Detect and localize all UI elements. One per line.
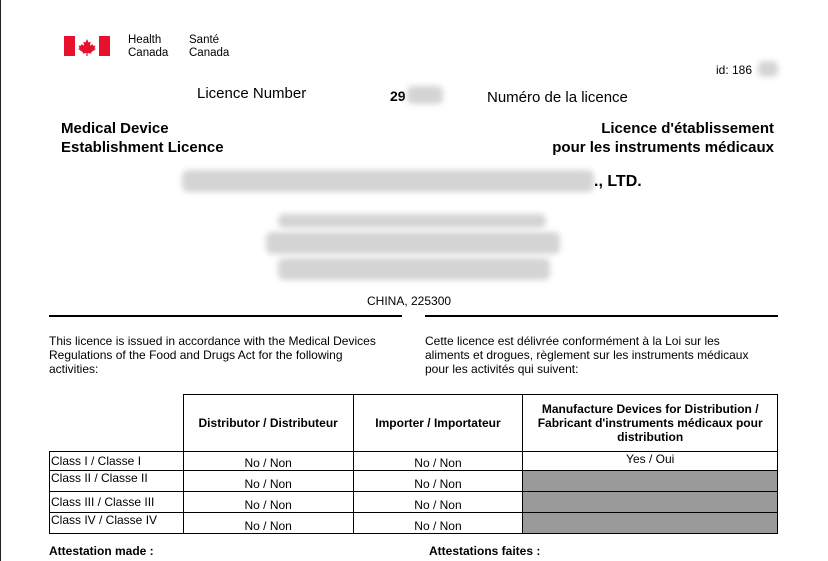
redacted-id [758, 61, 778, 77]
manufacture-value-disabled [523, 492, 778, 513]
column-header-importer: Importer / Importateur [353, 395, 523, 452]
column-header-manufacture: Manufacture Devices for Distribution / Fabricant d'instruments médicaux pour distribution [523, 395, 778, 452]
licence-statement-en: This licence is issued in accordance with the Medical Devices Regulations of the Food and Drugs Act for the following activities: [49, 334, 376, 376]
redacted-company-name [182, 170, 594, 192]
licence-statement-fr: Cette licence est délivrée conformément à la Loi sur les aliments et drogues, règlement sur les instruments médicaux pour les activités qui suivent: [425, 334, 749, 376]
class-label: Class III / Classe III [50, 492, 184, 513]
document-id: id: 186 [716, 63, 753, 77]
redacted-address-line1 [278, 214, 546, 228]
department-fr-line2: Canada [189, 47, 230, 59]
title-fr-line2: pour les instruments médicaux [552, 139, 774, 156]
importer-value: No / Non [353, 471, 523, 492]
licence-number-label-en: Licence Number [197, 85, 307, 102]
title-en-line2: Establishment Licence [61, 139, 224, 156]
table-header-row [50, 395, 778, 452]
manufacture-value-disabled [523, 471, 778, 492]
department-name-en [128, 34, 168, 60]
page-left-border [0, 0, 1, 561]
importer-value: No / Non [353, 452, 523, 471]
licence-activity-table [49, 394, 778, 534]
divider-right [425, 315, 778, 317]
importer-value: No / Non [353, 492, 523, 513]
company-name-suffix: ., LTD. [594, 173, 642, 190]
table-row [50, 513, 778, 534]
table-row [50, 492, 778, 513]
class-label: Class I / Classe I [50, 452, 184, 471]
title-en-line1: Medical Device [61, 120, 169, 137]
class-label: Class IV / Classe IV [50, 513, 184, 534]
department-en-line1: Health [128, 34, 162, 46]
title-fr-line1: Licence d'établissement [601, 120, 774, 137]
distributor-value: No / Non [183, 492, 353, 513]
importer-value: No / Non [353, 513, 523, 534]
manufacture-value: Yes / Oui [523, 452, 778, 471]
redacted-address-line3 [278, 258, 550, 280]
table-row [50, 471, 778, 492]
divider-left [49, 315, 402, 317]
company-address-country: CHINA, 225300 [367, 294, 452, 308]
department-fr-line1: Santé [189, 34, 220, 46]
department-en-line2: Canada [128, 47, 169, 59]
redacted-licence-number [407, 86, 443, 104]
department-name-fr [189, 34, 229, 60]
title-en [61, 119, 224, 157]
redacted-address-line2 [266, 232, 560, 254]
table-row [50, 452, 778, 471]
canada-flag-icon [64, 36, 110, 56]
title-fr [552, 119, 774, 157]
manufacture-value-disabled [523, 513, 778, 534]
licence-number-value: 29 [390, 88, 406, 104]
attestation-label-fr: Attestations faites : [429, 544, 541, 558]
licence-number-label-fr: Numéro de la licence [487, 89, 628, 106]
column-header-distributor: Distributor / Distributeur [183, 395, 353, 452]
class-label: Class II / Classe II [50, 471, 184, 492]
distributor-value: No / Non [183, 513, 353, 534]
distributor-value: No / Non [183, 452, 353, 471]
attestation-label-en: Attestation made : [49, 544, 154, 558]
table-corner-cell [50, 395, 184, 452]
distributor-value: No / Non [183, 471, 353, 492]
